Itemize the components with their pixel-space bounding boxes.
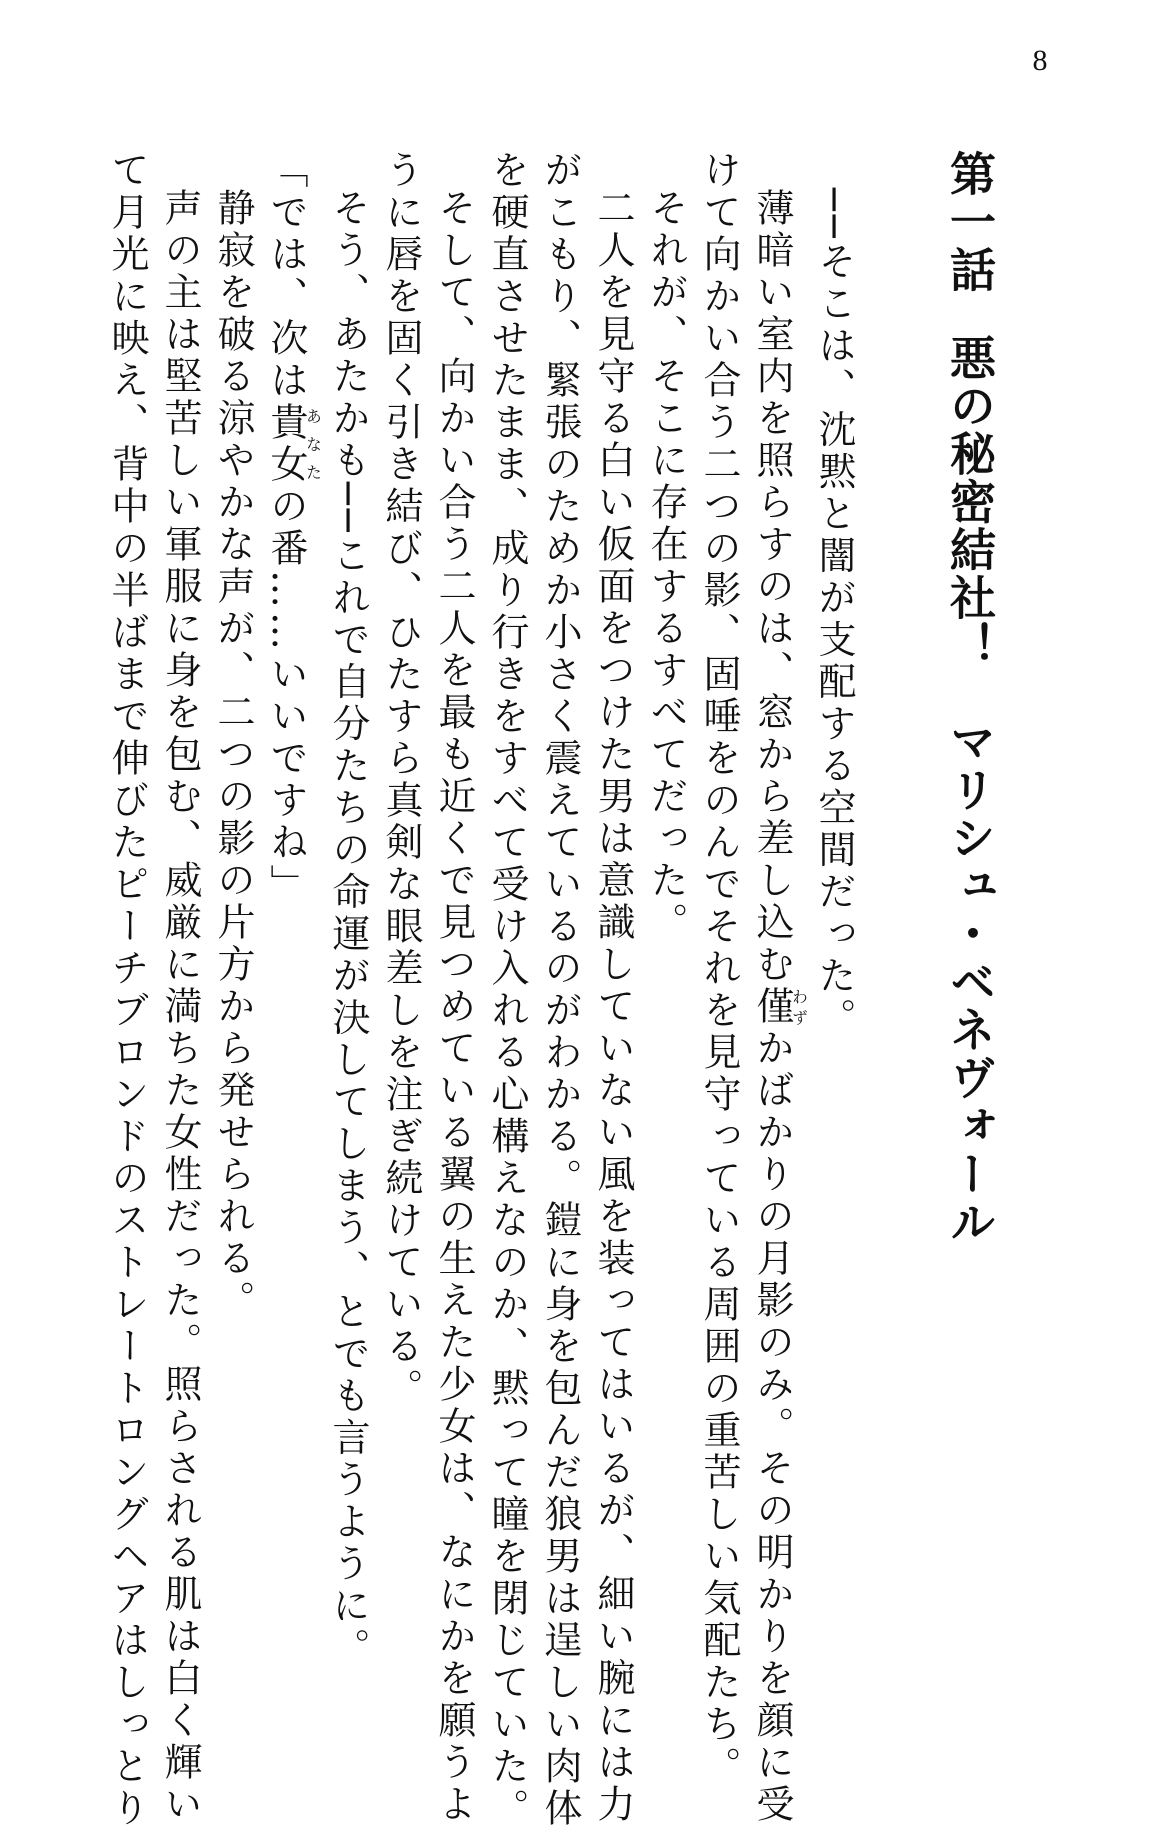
text-line bbox=[259, 150, 321, 1570]
text-line: ──そこは、沈黙と闇が支配する空間だった。 bbox=[812, 188, 856, 1040]
chapter-heading bbox=[940, 150, 1000, 1350]
ruby-word bbox=[264, 402, 323, 486]
ruby-base: 僅 bbox=[750, 986, 794, 1028]
text-line: けて向かい合う二つの影、固唾をのんでそれを見守っている周囲の重苦しい気配たち。 bbox=[697, 150, 741, 1788]
text-segment: かばかりの月影のみ。その明かりを顔に受 bbox=[750, 1028, 794, 1826]
text-line: 静寂を破る涼やかな声が、二つの影の片方から発せられる。 bbox=[211, 188, 255, 1322]
chapter-title: 悪の秘密結社！ マリシュ・ベネヴォール bbox=[943, 334, 997, 1246]
text-line: うに唇を固く引き結び、ひたすら真剣な眼差しを注ぎ続けている。 bbox=[379, 150, 423, 1410]
text-line: がこもり、緊張のためか小さく震えているのがわかる。鎧に身を包んだ狼男は逞しい肉体 bbox=[538, 150, 582, 1830]
ruby-reading: あなた bbox=[303, 402, 323, 486]
page-number: 8 bbox=[1032, 44, 1048, 77]
text-segment: の番……いいですね」 bbox=[264, 486, 308, 906]
chapter-label: 第一話 bbox=[943, 150, 997, 294]
body-text bbox=[105, 150, 860, 1830]
text-line: を硬直させたまま、成り行きをすべて受け入れる心構えなのか、黙って瞳を閉じていた。 bbox=[485, 150, 529, 1830]
ruby-word bbox=[750, 986, 809, 1028]
text-line bbox=[745, 150, 809, 1826]
text-line: そう、あたかも──これで自分たちの命運が決してしまう、とでも言うように。 bbox=[326, 188, 370, 1670]
text-line: そして、向かい合う二人を最も近くで見つめている翼の生えた少女は、なにかを願うよ bbox=[432, 188, 476, 1826]
text-segment: 「では、次は bbox=[264, 150, 308, 402]
ruby-base: 貴女 bbox=[264, 402, 308, 486]
text-line: 声の主は堅苦しい軍服に身を包む、威厳に満ちた女性だった。照らされる肌は白く輝い bbox=[158, 188, 202, 1826]
ruby-reading: わず bbox=[789, 986, 809, 1028]
text-line: て月光に映え、背中の半ばまで伸びたピーチブロンドのストレートロングヘアはしっとり bbox=[105, 150, 149, 1830]
text-segment: 薄暗い室内を照らすのは、窓から差し込む bbox=[750, 188, 794, 986]
text-line: 二人を見守る白い仮面をつけた男は意識していない風を装ってはいるが、細い腕には力 bbox=[591, 188, 635, 1826]
text-line: それが、そこに存在するすべてだった。 bbox=[644, 188, 688, 944]
